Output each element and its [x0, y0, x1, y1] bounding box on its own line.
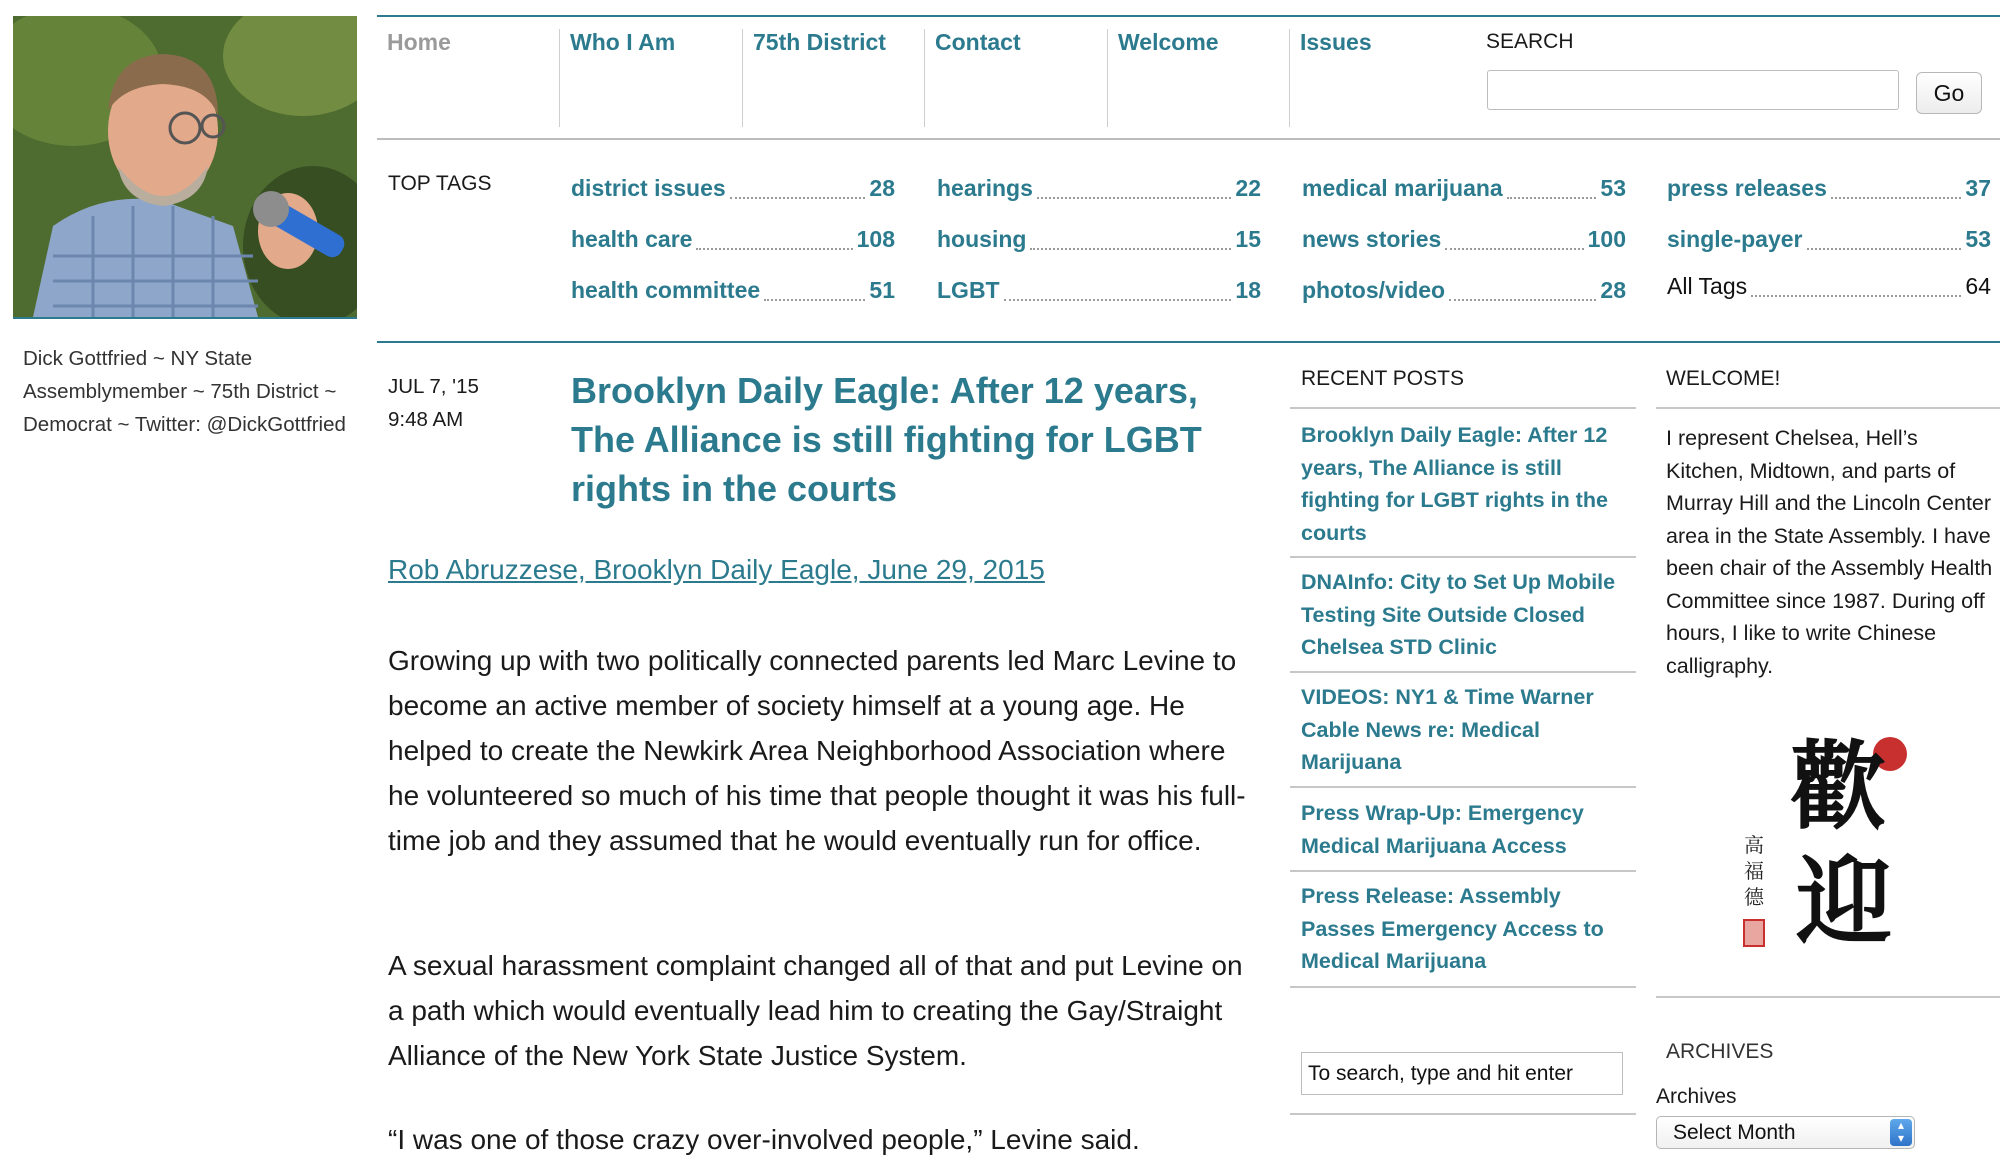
recent-posts-divider	[1290, 786, 1636, 788]
tag-leader-dots	[1037, 197, 1232, 199]
archives-label: Archives	[1656, 1085, 1737, 1108]
profile-photo-illustration	[13, 16, 357, 317]
sidebar-search-rule	[1290, 1113, 1636, 1115]
tag-photos-video[interactable]	[1302, 274, 1626, 304]
red-seal-square	[1744, 920, 1764, 946]
recent-posts-divider	[1290, 986, 1636, 988]
post-paragraph: A sexual harassment complaint changed all of that and put Levine on a path which would eventually lead him to creating the Gay/Straight Alliance of the New York State Justice System.	[388, 950, 1243, 1071]
recent-posts-divider	[1290, 556, 1636, 558]
tag-name: hearings	[937, 175, 1033, 201]
tag-press-releases[interactable]	[1667, 172, 1991, 202]
tag-name: housing	[937, 226, 1027, 252]
tag-count: 28	[869, 175, 895, 201]
nav-home[interactable]: Home	[387, 29, 451, 55]
profile-photo	[13, 16, 357, 319]
recent-post-link[interactable]: Brooklyn Daily Eagle: After 12 years, The Alliance is still fighting for LGBT rights in the courts	[1301, 423, 1608, 545]
welcome-text: I represent Chelsea, Hell’s Kitchen, Midtown, and parts of Murray Hill and the Lincoln Center area in the State Assembly. I have been chair of the Assembly Health Committee since 1987. During off hours, I like to write Chinese calligraphy.	[1666, 426, 1993, 678]
tag-count: 37	[1965, 175, 1991, 201]
tag-name: LGBT	[937, 277, 1000, 303]
recent-post-link[interactable]: Press Release: Assembly Passes Emergency Access to Medical Marijuana	[1301, 884, 1604, 973]
tag-name: All Tags	[1667, 273, 1748, 299]
nav-issues[interactable]: Issues	[1289, 29, 1472, 127]
tag-name: health care	[571, 226, 693, 252]
tag-count: 18	[1235, 277, 1261, 303]
tag-leader-dots	[1831, 197, 1962, 199]
welcome-bottom-rule	[1656, 996, 2000, 998]
welcome-heading: WELCOME!	[1666, 367, 1781, 390]
tag-count: 28	[1600, 277, 1626, 303]
post-time: 9:48 AM	[388, 408, 464, 431]
tag-leader-dots	[1445, 248, 1583, 250]
post-paragraph: “I was one of those crazy over-involved people,” Levine said.	[388, 1124, 1140, 1155]
recent-posts-heading: RECENT POSTS	[1301, 367, 1464, 390]
top-tags-label: TOP TAGS	[388, 172, 492, 195]
tag-hearings[interactable]	[937, 172, 1261, 202]
welcome-rule	[1656, 407, 2000, 409]
post-date-block	[388, 370, 479, 436]
nav-bottom-rule	[377, 138, 2000, 140]
recent-posts-divider	[1290, 671, 1636, 673]
tag-count: 53	[1600, 175, 1626, 201]
tag-count: 51	[869, 277, 895, 303]
recent-posts-divider	[1290, 870, 1636, 872]
archives-month-select[interactable]	[1656, 1116, 1915, 1149]
tag-name: single-payer	[1667, 226, 1803, 252]
calligraphy-char-1: 歡	[1790, 730, 1886, 843]
tag-all-tags[interactable]	[1667, 270, 1991, 300]
tags-bottom-rule	[377, 341, 2000, 343]
tag-name: medical marijuana	[1302, 175, 1503, 201]
tag-leader-dots	[764, 299, 865, 301]
tag-single-payer[interactable]	[1667, 223, 1991, 253]
calligraphy-signature: 高福德	[1744, 833, 1764, 909]
select-arrows-icon: ▴ ▾	[1890, 1119, 1912, 1146]
tag-leader-dots	[1807, 248, 1962, 250]
tag-name: health committee	[571, 277, 761, 303]
post-date: JUL 7, '15	[388, 375, 479, 398]
chinese-calligraphy-welcome-image	[1740, 720, 1910, 960]
nav-top-rule	[377, 15, 2000, 17]
nav-contact[interactable]: Contact	[924, 29, 1107, 127]
tag-health-care[interactable]	[571, 223, 895, 253]
archives-heading: ARCHIVES	[1666, 1040, 1774, 1063]
post-title[interactable]: Brooklyn Daily Eagle: After 12 years, The Alliance is still fighting for LGBT rights in the courts	[571, 370, 1202, 509]
tag-name: press releases	[1667, 175, 1827, 201]
tag-name: district issues	[571, 175, 726, 201]
tag-district-issues[interactable]	[571, 172, 895, 202]
tag-news-stories[interactable]	[1302, 223, 1626, 253]
tag-leader-dots	[1449, 299, 1596, 301]
post-paragraph: Growing up with two politically connected parents led Marc Levine to become an active member of society himself at a young age. He helped to create the Newkirk Area Neighborhood Association where he volunteered so much of his time that people thought it was his full-time job and they assumed that he would eventually run for office.	[388, 645, 1246, 856]
sidebar-search-input[interactable]: To search, type and hit enter	[1301, 1052, 1623, 1095]
tag-count: 53	[1965, 226, 1991, 252]
recent-post-link[interactable]: Press Wrap-Up: Emergency Medical Marijuana Access	[1301, 801, 1584, 858]
profile-bio: Dick Gottfried ~ NY State Assemblymember ~ 75th District ~ Democrat ~ Twitter: @DickGottfried	[23, 347, 346, 436]
search-label: SEARCH	[1486, 30, 1574, 53]
tag-leader-dots	[696, 248, 852, 250]
nav-who-i-am[interactable]: Who I Am	[559, 29, 742, 127]
tag-count: 100	[1587, 226, 1626, 252]
tag-count: 64	[1965, 273, 1991, 299]
tag-health-committee[interactable]	[571, 274, 895, 304]
calligraphy-char-2: 迎	[1796, 845, 1892, 958]
tag-count: 15	[1235, 226, 1261, 252]
tag-medical-marijuana[interactable]	[1302, 172, 1626, 202]
search-input[interactable]	[1487, 70, 1899, 110]
recent-post-link[interactable]: VIDEOS: NY1 & Time Warner Cable News re: Medical Marijuana	[1301, 685, 1594, 774]
tag-leader-dots	[1751, 295, 1961, 297]
tag-housing[interactable]	[937, 223, 1261, 253]
tag-leader-dots	[1004, 299, 1232, 301]
nav-welcome[interactable]: Welcome	[1107, 29, 1289, 127]
tag-name: news stories	[1302, 226, 1442, 252]
tag-name: photos/video	[1302, 277, 1446, 303]
recent-post-link[interactable]: DNAInfo: City to Set Up Mobile Testing Site Outside Closed Chelsea STD Clinic	[1301, 570, 1616, 659]
tag-lgbt[interactable]	[937, 274, 1261, 304]
archives-selected-value: Select Month	[1673, 1121, 1796, 1144]
tag-leader-dots	[1030, 248, 1231, 250]
nav-75th-district[interactable]: 75th District	[742, 29, 924, 127]
tag-leader-dots	[730, 197, 866, 199]
tag-count: 108	[856, 226, 895, 252]
tag-count: 22	[1235, 175, 1261, 201]
post-byline-link[interactable]: Rob Abruzzese, Brooklyn Daily Eagle, June 29, 2015	[388, 554, 1045, 585]
tag-leader-dots	[1507, 197, 1597, 199]
recent-posts-rule	[1290, 407, 1636, 409]
go-button[interactable]: Go	[1916, 72, 1982, 114]
